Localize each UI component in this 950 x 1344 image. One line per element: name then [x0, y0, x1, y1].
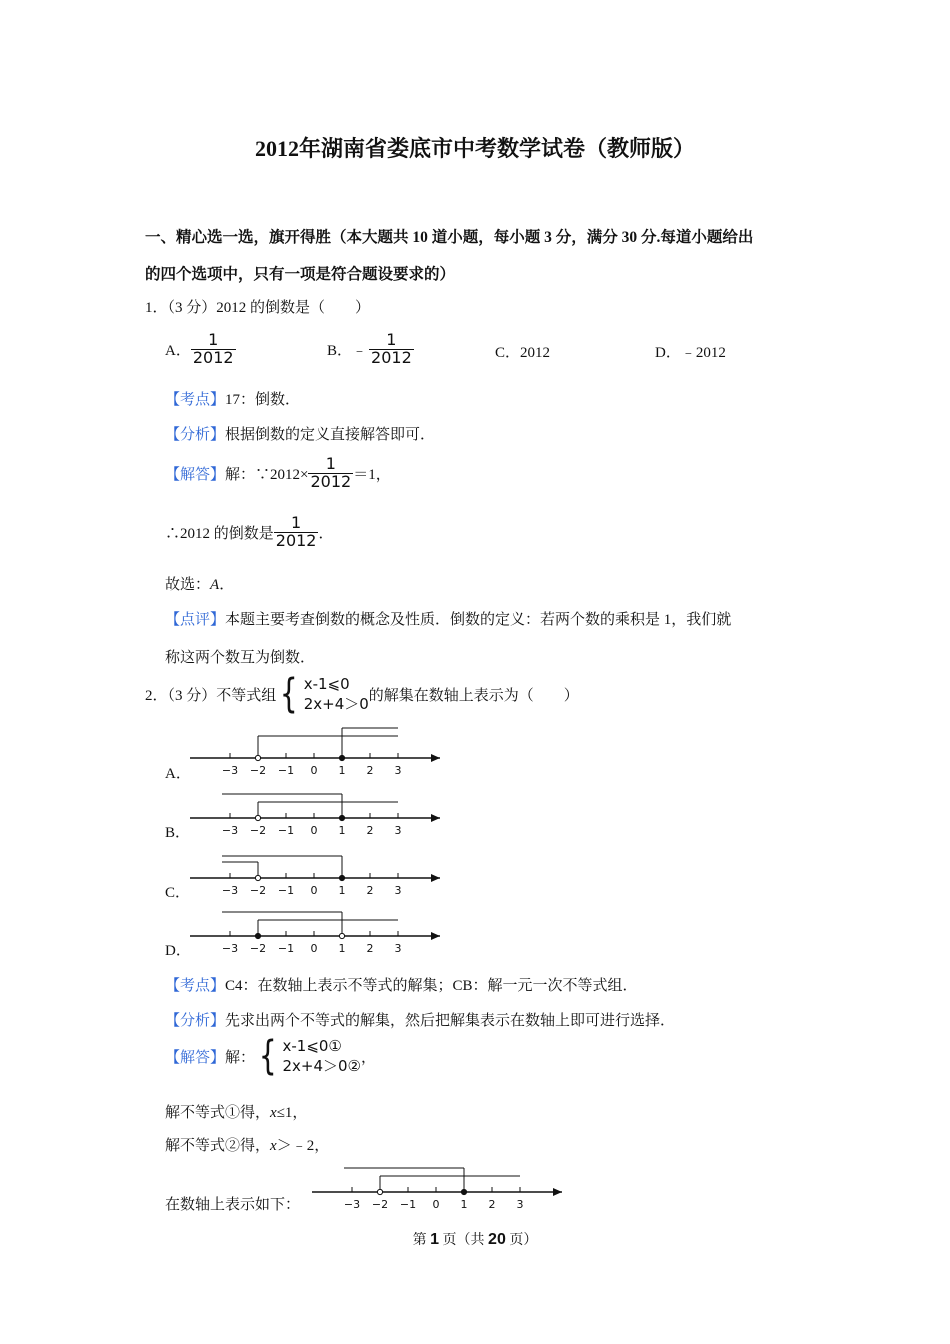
tick-label: 1	[460, 1198, 468, 1211]
axis-arrow-icon	[553, 1188, 562, 1196]
solution-2-prefix: 解不等式②得，	[165, 1138, 271, 1154]
number-line-option-b	[190, 788, 450, 838]
tick-label: 0	[432, 1198, 440, 1211]
hollow-point	[255, 875, 260, 880]
conclusion-prefix: ∴2012 的倒数是	[165, 525, 274, 542]
kaodian-tag: 【考点】	[165, 392, 226, 408]
axis-arrow-icon	[431, 932, 440, 940]
tick-label: −1	[277, 824, 295, 837]
q1-answer	[165, 573, 234, 594]
hollow-point	[255, 815, 260, 820]
number-line-option-c	[190, 848, 450, 898]
q1-conclusion	[165, 515, 334, 550]
tick-label: 0	[310, 824, 318, 837]
q1-fenxi	[165, 423, 435, 444]
solution-2-var: x	[270, 1138, 277, 1154]
q2-stem	[145, 671, 579, 718]
number-line-svg	[190, 788, 450, 838]
tick-label: 0	[310, 884, 318, 897]
q1-jieda	[165, 456, 391, 491]
footer-post: 页）	[505, 1233, 538, 1248]
fenxi-tag: 【分析】	[165, 427, 226, 443]
tick-label: −2	[249, 884, 267, 897]
tick-label: −3	[221, 884, 239, 897]
fraction-numerator: 1	[325, 454, 336, 473]
inequality-1: x-1⩽0	[303, 675, 350, 693]
hollow-point	[255, 755, 260, 760]
axis-arrow-icon	[431, 874, 440, 882]
brace-icon: {	[258, 1033, 277, 1080]
conclusion-suffix: ．	[318, 525, 334, 542]
footer-total-pages: 20	[488, 1231, 506, 1248]
option-b-label: B．	[327, 342, 353, 359]
dianping-tag: 【点评】	[165, 612, 226, 628]
tick-label: 2	[366, 824, 374, 837]
q2-stem-suffix: 的解集在数轴上表示为（ ）	[368, 687, 579, 704]
q1-kaodian	[165, 388, 300, 409]
answer-end: ．	[219, 577, 235, 593]
tick-label: 3	[394, 764, 402, 777]
tick-label: 3	[394, 942, 402, 955]
solid-point	[339, 755, 344, 760]
q2-option-b-label: B．	[165, 825, 191, 841]
q1-option-b	[327, 332, 414, 367]
solid-point	[255, 933, 260, 938]
tick-label: 1	[338, 884, 346, 897]
answer-label: 故选：	[165, 577, 211, 593]
fraction	[191, 332, 236, 367]
dianping-text: 本题主要考查倒数的概念及性质．倒数的定义：若两个数的乘积是 1，我们就	[225, 612, 732, 628]
tick-label: −3	[221, 764, 239, 777]
number-line-option-d	[190, 906, 450, 956]
q1-option-a	[165, 332, 236, 367]
q2-final-text: 在数轴上表示如下：	[165, 1197, 301, 1213]
jieda-prefix: 解：∵2012×	[225, 466, 309, 483]
q2-option-c-label: C．	[165, 885, 191, 901]
fraction-denominator: 2012	[310, 471, 352, 491]
q2-solution-2	[165, 1134, 329, 1155]
jieda-suffix: ＝1，	[353, 466, 391, 483]
solid-point	[339, 815, 344, 820]
axis-arrow-icon	[431, 814, 440, 822]
inequality-system	[276, 671, 369, 718]
kaodian-tag: 【考点】	[165, 978, 226, 994]
kaodian-text: 17：倒数．	[225, 392, 301, 408]
q2-solution-1	[165, 1101, 307, 1122]
fraction	[274, 515, 319, 550]
q2-option-a-label: A．	[165, 766, 191, 782]
jieda-tag: 【解答】	[165, 466, 226, 483]
tick-label: −2	[371, 1198, 389, 1211]
tick-label: 3	[516, 1198, 524, 1211]
fraction-numerator: 1	[208, 330, 219, 349]
number-line-solution	[312, 1162, 572, 1212]
tick-label: 0	[310, 942, 318, 955]
jieda-text: 解：	[225, 1049, 256, 1066]
tick-label: −3	[221, 824, 239, 837]
fraction-numerator: 1	[386, 330, 397, 349]
brace-icon: {	[280, 671, 298, 718]
q2-stem-prefix: 2．（3 分）不等式组	[145, 687, 277, 704]
solid-point	[461, 1189, 466, 1194]
inequality-2: 2x+4＞0	[303, 695, 369, 714]
solution-1-rest: ≤1，	[276, 1105, 308, 1121]
number-line-svg	[190, 906, 450, 956]
tick-label: −2	[249, 942, 267, 955]
inequality-system-numbered	[255, 1033, 362, 1080]
tick-label: 1	[338, 942, 346, 955]
fenxi-tag: 【分析】	[165, 1013, 226, 1029]
tick-label: 1	[338, 764, 346, 777]
tick-label: 2	[366, 764, 374, 777]
tick-label: 1	[338, 824, 346, 837]
q1-dianping-line1	[165, 608, 731, 629]
fenxi-text: 根据倒数的定义直接解答即可．	[225, 427, 436, 443]
solution-1-prefix: 解不等式①得，	[165, 1105, 271, 1121]
tick-label: 2	[366, 884, 374, 897]
tick-label: 2	[488, 1198, 496, 1211]
tick-label: −1	[399, 1198, 417, 1211]
jieda-tag: 【解答】	[165, 1049, 226, 1066]
inequality-2-numbered: 2x+4＞0②	[282, 1057, 362, 1076]
page-title: 2012年湖南省娄底市中考数学试卷（教师版）	[254, 136, 695, 161]
fraction-denominator: 2012	[275, 530, 317, 550]
minus-sign: ﹣	[352, 342, 368, 359]
footer-mid: 页（共	[439, 1233, 489, 1248]
tick-label: −2	[249, 764, 267, 777]
option-a-label: A．	[165, 342, 191, 359]
fraction-numerator: 1	[291, 513, 302, 532]
answer-letter: A	[210, 577, 220, 593]
tick-label: 0	[310, 764, 318, 777]
tick-label: 3	[394, 824, 402, 837]
tick-label: −2	[249, 824, 267, 837]
number-line-svg	[190, 848, 450, 898]
tick-label: −1	[277, 764, 295, 777]
footer-page-number: 1	[430, 1231, 440, 1248]
kaodian-text: C4：在数轴上表示不等式的解集；CB：解一元一次不等式组．	[225, 978, 638, 994]
footer-pre: 第	[412, 1233, 431, 1248]
tick-label: 2	[366, 942, 374, 955]
tick-label: 3	[394, 884, 402, 897]
fraction	[308, 456, 353, 491]
inequality-1-numbered: x-1⩽0①	[282, 1037, 342, 1055]
number-line-svg	[190, 728, 450, 778]
number-line-option-a	[190, 728, 450, 778]
solution-1-var: x	[270, 1105, 277, 1121]
q1-option-c: C．2012	[495, 345, 551, 361]
q2-option-d-label: D．	[165, 943, 191, 959]
fenxi-text: 先求出两个不等式的解集，然后把解集表示在数轴上即可进行选择．	[225, 1013, 676, 1029]
fraction	[369, 332, 414, 367]
section-heading-line2: 的四个选项中，只有一项是符合题设要求的）	[145, 266, 456, 283]
fraction-denominator: 2012	[371, 347, 412, 367]
tick-label: −3	[343, 1198, 361, 1211]
hollow-point	[377, 1189, 382, 1194]
q2-fenxi	[165, 1009, 675, 1030]
q2-jieda	[165, 1033, 377, 1080]
jieda-comma: ，	[361, 1049, 377, 1066]
solution-2-rest: ＞﹣2，	[276, 1138, 330, 1154]
tick-label: −1	[277, 884, 295, 897]
hollow-point	[339, 933, 344, 938]
fraction-denominator: 2012	[192, 347, 234, 367]
q1-dianping-line2: 称这两个数互为倒数．	[165, 650, 316, 666]
q2-kaodian	[165, 974, 638, 995]
axis-arrow-icon	[431, 754, 440, 762]
section-heading-line1: 一、精心选一选，旗开得胜（本大题共 10 道小题，每小题 3 分，满分 30 分.每道小题给出	[145, 229, 754, 246]
tick-label: −1	[277, 942, 295, 955]
q1-stem: 1．（3 分）2012 的倒数是（ ）	[145, 300, 371, 316]
solid-point	[339, 875, 344, 880]
number-line-svg	[312, 1162, 572, 1212]
page-footer	[0, 1229, 950, 1249]
q1-option-d: D．﹣2012	[655, 345, 726, 361]
tick-label: −3	[221, 942, 239, 955]
